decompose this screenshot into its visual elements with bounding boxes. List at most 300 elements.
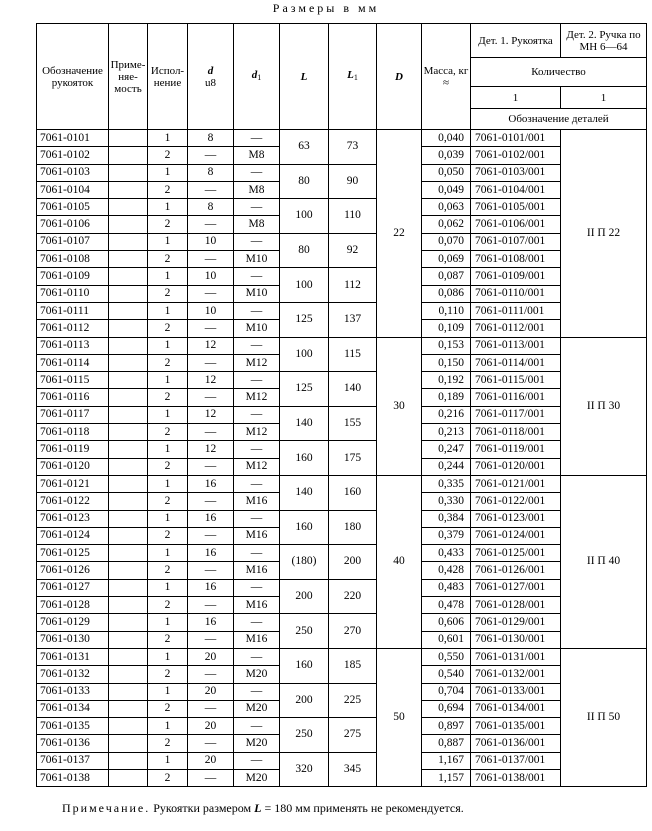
cell-L: 80 (280, 164, 329, 199)
table-row (37, 233, 647, 250)
cell-D: 30 (377, 337, 422, 475)
cell-det1: 7061-0121/001 (471, 475, 561, 492)
cell-L1: 73 (329, 130, 377, 165)
cell-d: 20 (188, 752, 234, 769)
cell-det1: 7061-0115/001 (471, 372, 561, 389)
cell-det1: 7061-0129/001 (471, 614, 561, 631)
cell-L: 200 (280, 579, 329, 614)
cell-applicability (109, 285, 148, 302)
cell-d1: — (234, 718, 280, 735)
cell-applicability (109, 302, 148, 319)
cell-d: 12 (188, 441, 234, 458)
header-d (188, 24, 234, 130)
cell-designation: 7061-0115 (37, 372, 109, 389)
cell-L: 125 (280, 302, 329, 337)
header-D: D (377, 24, 422, 130)
cell-det1: 7061-0130/001 (471, 631, 561, 648)
cell-mass: 0,063 (422, 199, 471, 216)
cell-version: 2 (148, 458, 188, 475)
cell-mass: 0,428 (422, 562, 471, 579)
cell-d1: M12 (234, 354, 280, 371)
cell-designation: 7061-0111 (37, 302, 109, 319)
cell-applicability (109, 147, 148, 164)
cell-d: — (188, 354, 234, 371)
cell-det1: 7061-0116/001 (471, 389, 561, 406)
cell-L1: 112 (329, 268, 377, 303)
cell-det2: II П 40 (561, 475, 647, 648)
cell-version: 1 (148, 614, 188, 631)
cell-designation: 7061-0134 (37, 700, 109, 717)
cell-version: 1 (148, 199, 188, 216)
header-L1 (329, 24, 377, 130)
cell-applicability (109, 545, 148, 562)
cell-designation: 7061-0110 (37, 285, 109, 302)
cell-L1: 185 (329, 648, 377, 683)
cell-d1: — (234, 302, 280, 319)
header-designation: Обозначение рукояток (37, 24, 109, 130)
cell-designation: 7061-0105 (37, 199, 109, 216)
cell-d1: M16 (234, 562, 280, 579)
cell-version: 1 (148, 302, 188, 319)
cell-designation: 7061-0116 (37, 389, 109, 406)
cell-mass: 0,335 (422, 475, 471, 492)
footnote-prefix: Примечание. (62, 801, 151, 815)
cell-mass: 0,330 (422, 493, 471, 510)
cell-mass: 0,049 (422, 181, 471, 198)
cell-applicability (109, 614, 148, 631)
cell-applicability (109, 475, 148, 492)
header-applicability: Приме-няе-мость (109, 24, 148, 130)
table-row (37, 199, 647, 216)
cell-applicability (109, 683, 148, 700)
cell-mass: 0,244 (422, 458, 471, 475)
cell-d1: M16 (234, 527, 280, 544)
cell-L: 140 (280, 406, 329, 441)
cell-mass: 0,039 (422, 147, 471, 164)
cell-d: — (188, 562, 234, 579)
cell-designation: 7061-0126 (37, 562, 109, 579)
cell-d: — (188, 216, 234, 233)
cell-applicability (109, 752, 148, 769)
cell-mass: 0,887 (422, 735, 471, 752)
cell-designation: 7061-0123 (37, 510, 109, 527)
cell-designation: 7061-0130 (37, 631, 109, 648)
cell-det1: 7061-0125/001 (471, 545, 561, 562)
cell-d: — (188, 389, 234, 406)
cell-det1: 7061-0118/001 (471, 424, 561, 441)
cell-det1: 7061-0132/001 (471, 666, 561, 683)
cell-applicability (109, 181, 148, 198)
cell-det1: 7061-0102/001 (471, 147, 561, 164)
cell-det1: 7061-0110/001 (471, 285, 561, 302)
cell-version: 2 (148, 527, 188, 544)
cell-mass: 0,062 (422, 216, 471, 233)
cell-d1: M10 (234, 251, 280, 268)
cell-det1: 7061-0124/001 (471, 527, 561, 544)
cell-L: 250 (280, 718, 329, 753)
cell-version: 1 (148, 545, 188, 562)
cell-version: 2 (148, 147, 188, 164)
cell-det1: 7061-0122/001 (471, 493, 561, 510)
cell-det1: 7061-0134/001 (471, 700, 561, 717)
handles-spec-table (36, 23, 647, 787)
header-d-symbol: d (207, 64, 214, 77)
cell-d: 10 (188, 302, 234, 319)
header-part-designation: Обозначение деталей (471, 109, 647, 130)
cell-d1: — (234, 510, 280, 527)
table-row (37, 302, 647, 319)
cell-applicability (109, 510, 148, 527)
table-row (37, 164, 647, 181)
cell-applicability (109, 597, 148, 614)
cell-applicability (109, 493, 148, 510)
cell-version: 2 (148, 666, 188, 683)
cell-det1: 7061-0113/001 (471, 337, 561, 354)
cell-designation: 7061-0109 (37, 268, 109, 285)
cell-version: 1 (148, 683, 188, 700)
cell-L: 100 (280, 199, 329, 234)
cell-d: 10 (188, 268, 234, 285)
cell-d: 16 (188, 579, 234, 596)
cell-d: 16 (188, 510, 234, 527)
cell-det2: II П 22 (561, 130, 647, 338)
cell-d1: — (234, 579, 280, 596)
cell-designation: 7061-0114 (37, 354, 109, 371)
cell-det1: 7061-0111/001 (471, 302, 561, 319)
cell-mass: 0,150 (422, 354, 471, 371)
cell-version: 2 (148, 389, 188, 406)
cell-det1: 7061-0120/001 (471, 458, 561, 475)
cell-d1: M20 (234, 769, 280, 786)
cell-d1: M16 (234, 631, 280, 648)
cell-version: 2 (148, 251, 188, 268)
cell-d1: — (234, 475, 280, 492)
cell-version: 2 (148, 216, 188, 233)
cell-d1: — (234, 406, 280, 423)
cell-det1: 7061-0106/001 (471, 216, 561, 233)
cell-d1: M12 (234, 389, 280, 406)
cell-designation: 7061-0136 (37, 735, 109, 752)
cell-version: 2 (148, 493, 188, 510)
cell-L: 80 (280, 233, 329, 268)
cell-designation: 7061-0124 (37, 527, 109, 544)
table-row (37, 268, 647, 285)
cell-d: 8 (188, 164, 234, 181)
cell-version: 2 (148, 181, 188, 198)
cell-d: 8 (188, 199, 234, 216)
cell-applicability (109, 320, 148, 337)
cell-det1: 7061-0119/001 (471, 441, 561, 458)
cell-applicability (109, 216, 148, 233)
cell-designation: 7061-0113 (37, 337, 109, 354)
cell-mass: 0,192 (422, 372, 471, 389)
footnote-variable: L (254, 801, 262, 815)
cell-version: 1 (148, 475, 188, 492)
cell-d1: M12 (234, 424, 280, 441)
table-row (37, 372, 647, 389)
cell-mass: 0,540 (422, 666, 471, 683)
cell-mass: 0,478 (422, 597, 471, 614)
cell-mass: 0,040 (422, 130, 471, 147)
cell-d: 16 (188, 475, 234, 492)
cell-L1: 180 (329, 510, 377, 545)
cell-designation: 7061-0112 (37, 320, 109, 337)
header-d-fit: u8 (205, 76, 216, 89)
cell-d1: — (234, 614, 280, 631)
cell-det1: 7061-0109/001 (471, 268, 561, 285)
cell-d1: — (234, 199, 280, 216)
cell-L1: 92 (329, 233, 377, 268)
cell-det1: 7061-0135/001 (471, 718, 561, 735)
cell-d1: — (234, 164, 280, 181)
header-d1-symbol: d (251, 69, 258, 81)
cell-version: 1 (148, 648, 188, 665)
cell-L1: 345 (329, 752, 377, 787)
cell-L1: 110 (329, 199, 377, 234)
cell-d1: M12 (234, 458, 280, 475)
cell-designation: 7061-0117 (37, 406, 109, 423)
cell-version: 1 (148, 130, 188, 147)
dimensions-caption: Размеры в мм (272, 1, 380, 15)
cell-applicability (109, 389, 148, 406)
cell-d: — (188, 493, 234, 510)
cell-applicability (109, 441, 148, 458)
cell-mass: 0,433 (422, 545, 471, 562)
cell-designation: 7061-0133 (37, 683, 109, 700)
cell-L1: 270 (329, 614, 377, 649)
cell-det1: 7061-0108/001 (471, 251, 561, 268)
cell-mass: 0,110 (422, 302, 471, 319)
cell-version: 1 (148, 441, 188, 458)
cell-applicability (109, 631, 148, 648)
cell-applicability (109, 233, 148, 250)
cell-d1: M20 (234, 735, 280, 752)
cell-L1: 115 (329, 337, 377, 372)
cell-d1: — (234, 752, 280, 769)
cell-designation: 7061-0119 (37, 441, 109, 458)
cell-L: 200 (280, 683, 329, 718)
cell-applicability (109, 735, 148, 752)
cell-d1: M16 (234, 597, 280, 614)
cell-d1: M10 (234, 320, 280, 337)
cell-L: 250 (280, 614, 329, 649)
cell-d: — (188, 251, 234, 268)
cell-mass: 0,247 (422, 441, 471, 458)
cell-L: 100 (280, 268, 329, 303)
cell-L1: 160 (329, 475, 377, 510)
cell-version: 1 (148, 510, 188, 527)
cell-d: 12 (188, 406, 234, 423)
cell-mass: 0,109 (422, 320, 471, 337)
cell-applicability (109, 268, 148, 285)
cell-applicability (109, 579, 148, 596)
cell-version: 1 (148, 337, 188, 354)
cell-det1: 7061-0133/001 (471, 683, 561, 700)
cell-version: 1 (148, 233, 188, 250)
cell-designation: 7061-0120 (37, 458, 109, 475)
cell-d1: — (234, 441, 280, 458)
cell-mass: 0,601 (422, 631, 471, 648)
cell-designation: 7061-0106 (37, 216, 109, 233)
cell-applicability (109, 562, 148, 579)
cell-det1: 7061-0131/001 (471, 648, 561, 665)
cell-applicability (109, 130, 148, 147)
cell-det1: 7061-0107/001 (471, 233, 561, 250)
cell-mass: 0,050 (422, 164, 471, 181)
cell-det1: 7061-0123/001 (471, 510, 561, 527)
cell-d1: M8 (234, 216, 280, 233)
cell-version: 1 (148, 579, 188, 596)
cell-d: — (188, 285, 234, 302)
cell-L1: 140 (329, 372, 377, 407)
header-qty-det2: 1 (561, 87, 647, 109)
cell-L: 160 (280, 648, 329, 683)
cell-det1: 7061-0126/001 (471, 562, 561, 579)
cell-d1: M8 (234, 147, 280, 164)
table-row (37, 406, 647, 423)
cell-mass: 0,216 (422, 406, 471, 423)
cell-d: — (188, 666, 234, 683)
header-version: Испол-нение (148, 24, 188, 130)
cell-det1: 7061-0137/001 (471, 752, 561, 769)
cell-designation: 7061-0128 (37, 597, 109, 614)
cell-mass: 0,483 (422, 579, 471, 596)
cell-d1: M20 (234, 700, 280, 717)
cell-designation: 7061-0108 (37, 251, 109, 268)
header-det1: Дет. 1. Рукоятка (471, 24, 561, 58)
cell-mass: 0,379 (422, 527, 471, 544)
cell-version: 1 (148, 718, 188, 735)
cell-d: — (188, 700, 234, 717)
header-d1 (234, 24, 280, 130)
cell-version: 2 (148, 700, 188, 717)
cell-det1: 7061-0117/001 (471, 406, 561, 423)
cell-d: 12 (188, 372, 234, 389)
cell-d: — (188, 147, 234, 164)
cell-applicability (109, 337, 148, 354)
cell-applicability (109, 354, 148, 371)
cell-L: (180) (280, 545, 329, 580)
cell-L: 160 (280, 441, 329, 476)
cell-applicability (109, 458, 148, 475)
cell-d1: — (234, 130, 280, 147)
table-row (37, 718, 647, 735)
table-row (37, 441, 647, 458)
cell-applicability (109, 648, 148, 665)
cell-det1: 7061-0136/001 (471, 735, 561, 752)
cell-d: 8 (188, 130, 234, 147)
cell-mass: 0,550 (422, 648, 471, 665)
table-row (37, 475, 647, 492)
footnote (62, 801, 464, 816)
header-d1-sub: 1 (257, 73, 262, 82)
cell-version: 1 (148, 164, 188, 181)
cell-designation: 7061-0103 (37, 164, 109, 181)
cell-designation: 7061-0102 (37, 147, 109, 164)
cell-version: 1 (148, 752, 188, 769)
cell-det1: 7061-0114/001 (471, 354, 561, 371)
cell-applicability (109, 199, 148, 216)
cell-det1: 7061-0112/001 (471, 320, 561, 337)
cell-det1: 7061-0101/001 (471, 130, 561, 147)
cell-version: 2 (148, 597, 188, 614)
cell-det1: 7061-0138/001 (471, 769, 561, 786)
cell-d: — (188, 769, 234, 786)
cell-mass: 0,213 (422, 424, 471, 441)
cell-version: 2 (148, 424, 188, 441)
table-row (37, 130, 647, 147)
cell-mass: 0,087 (422, 268, 471, 285)
cell-d1: — (234, 683, 280, 700)
cell-d: — (188, 735, 234, 752)
cell-designation: 7061-0107 (37, 233, 109, 250)
cell-D: 50 (377, 648, 422, 786)
cell-d1: — (234, 233, 280, 250)
table-row (37, 510, 647, 527)
table-row (37, 683, 647, 700)
header-L1-sub: 1 (353, 73, 358, 82)
cell-designation: 7061-0122 (37, 493, 109, 510)
cell-mass: 0,704 (422, 683, 471, 700)
cell-designation: 7061-0127 (37, 579, 109, 596)
cell-designation: 7061-0104 (37, 181, 109, 198)
cell-designation: 7061-0135 (37, 718, 109, 735)
cell-mass: 0,086 (422, 285, 471, 302)
cell-mass: 0,189 (422, 389, 471, 406)
cell-d: — (188, 631, 234, 648)
cell-L1: 220 (329, 579, 377, 614)
header-det2: Дет. 2. Ручка по МН 6—64 (561, 24, 647, 58)
cell-det1: 7061-0104/001 (471, 181, 561, 198)
cell-d1: M8 (234, 181, 280, 198)
cell-L1: 275 (329, 718, 377, 753)
cell-designation: 7061-0138 (37, 769, 109, 786)
cell-det1: 7061-0105/001 (471, 199, 561, 216)
cell-d: 20 (188, 648, 234, 665)
cell-L: 63 (280, 130, 329, 165)
header-mass-label: Масса, кг (423, 64, 469, 77)
table-row (37, 614, 647, 631)
cell-d: — (188, 424, 234, 441)
cell-mass: 0,153 (422, 337, 471, 354)
header-mass (422, 24, 471, 130)
cell-L1: 155 (329, 406, 377, 441)
cell-version: 2 (148, 285, 188, 302)
cell-mass: 0,606 (422, 614, 471, 631)
footnote-text-after: = 180 мм применять не рекомендуется. (261, 801, 464, 815)
cell-version: 1 (148, 372, 188, 389)
cell-applicability (109, 251, 148, 268)
cell-d1: — (234, 268, 280, 285)
cell-d: — (188, 181, 234, 198)
cell-designation: 7061-0121 (37, 475, 109, 492)
cell-designation: 7061-0118 (37, 424, 109, 441)
cell-d: — (188, 597, 234, 614)
cell-designation: 7061-0132 (37, 666, 109, 683)
table-row (37, 337, 647, 354)
table-row (37, 752, 647, 769)
cell-d: 20 (188, 683, 234, 700)
cell-version: 2 (148, 320, 188, 337)
cell-mass: 0,069 (422, 251, 471, 268)
cell-applicability (109, 769, 148, 786)
header-L1-symbol: L (347, 69, 354, 81)
cell-version: 2 (148, 769, 188, 786)
footnote-text-before: Рукоятки размером (150, 801, 255, 815)
cell-d: — (188, 458, 234, 475)
cell-d: 12 (188, 337, 234, 354)
cell-designation: 7061-0137 (37, 752, 109, 769)
